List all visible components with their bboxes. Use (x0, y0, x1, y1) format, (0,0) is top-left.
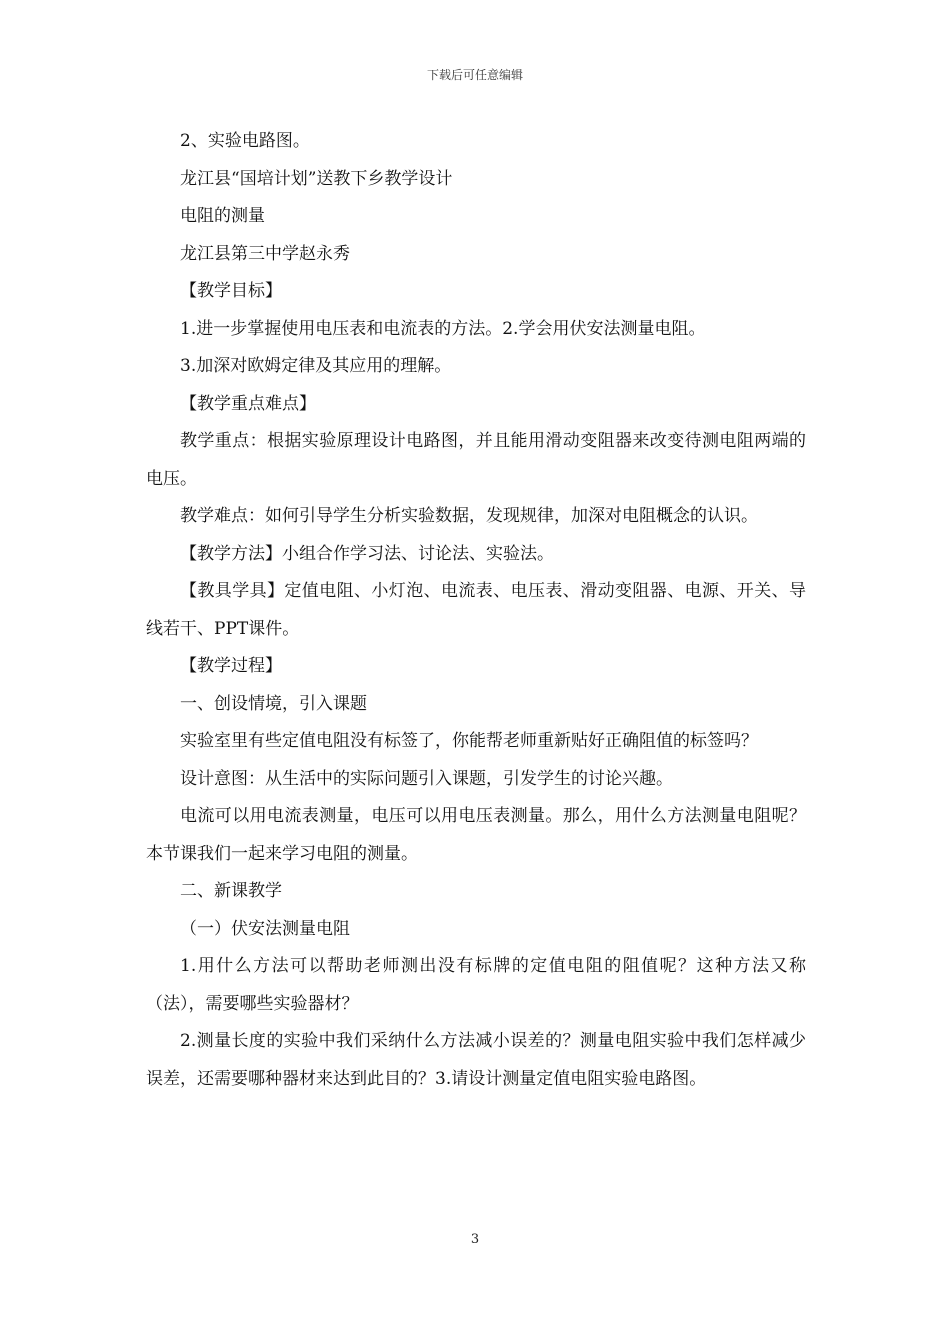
paragraph-10: 教学难点：如何引导学生分析实验数据，发现规律，加深对电阻概念的认识。 (180, 506, 758, 526)
paragraph-1: 2、实验电路图。 (180, 131, 310, 151)
paragraph-3: 电阻的测量 (180, 206, 265, 226)
paragraph-8: 【教学重点难点】 (180, 393, 316, 414)
paragraph-5: 【教学目标】 (180, 281, 282, 301)
paragraph-6: 1.进一步掌握使用电压表和电流表的方法。2.学会用伏安法测量电阻。 (180, 318, 706, 339)
paragraph-16: 设计意图：从生活中的实际问题引入课题，引发学生的讨论兴趣。 (180, 768, 673, 789)
paragraph-11: 【教学方法】小组合作学习法、讨论法、实验法。 (180, 543, 554, 564)
paragraph-7: 3.加深对欧姆定律及其应用的理解。 (180, 356, 452, 376)
page-number: 3 (470, 1232, 480, 1247)
page-header-note: 下载后可任意编辑 (426, 68, 523, 82)
paragraph-18: 二、新课教学 (180, 881, 282, 901)
paragraph-15: 实验室里有些定值电阻没有标签了，你能帮老师重新贴好正确阻值的标签吗？ (180, 731, 758, 751)
paragraph-12: 【教具学具】定值电阻、小灯泡、电流表、电压表、滑动变阻器、电源、开关、导线若干、PPT课件。 (146, 581, 806, 639)
paragraph-21: 2.测量长度的实验中我们采纳什么方法减小误差的？测量电阻实验中我们怎样减少误差，还需要哪种器材来达到此目的？3.请设计测量定值电阻实验电路图。 (146, 1031, 806, 1089)
paragraph-2: 龙江县“国培计划”送教下乡教学设计 (180, 168, 453, 189)
document-body (146, 123, 806, 1098)
paragraph-9: 教学重点：根据实验原理设计电路图，并且能用滑动变阻器来改变待测电阻两端的电压。 (146, 431, 806, 489)
paragraph-20: 1.用什么方法可以帮助老师测出没有标牌的定值电阻的阻值呢？这种方法又称（法），需要哪些实验器材？ (146, 956, 806, 1014)
paragraph-14: 一、创设情境，引入课题 (180, 693, 367, 714)
paragraph-19: （一）伏安法测量电阻 (180, 918, 350, 939)
paragraph-13: 【教学过程】 (180, 656, 282, 676)
paragraph-17: 电流可以用电流表测量，电压可以用电压表测量。那么，用什么方法测量电阻呢？本节课我们一起来学习电阻的测量。 (146, 806, 806, 864)
paragraph-4: 龙江县第三中学赵永秀 (180, 243, 350, 264)
